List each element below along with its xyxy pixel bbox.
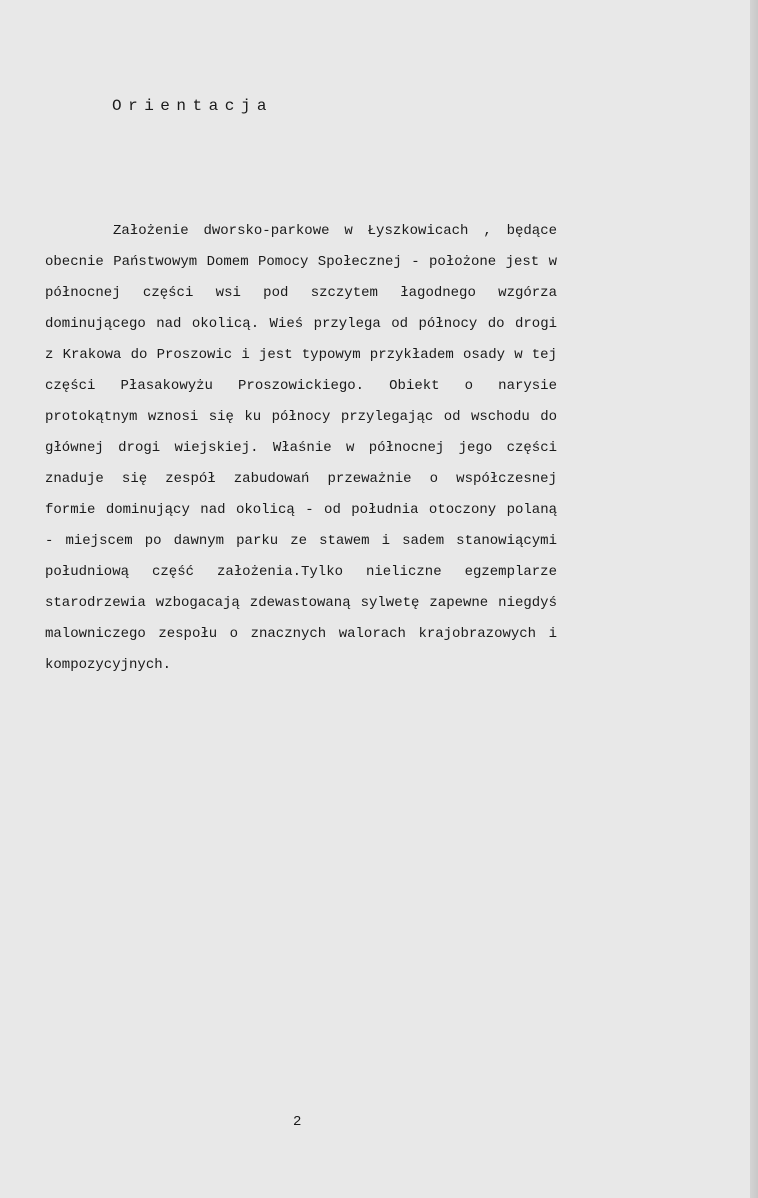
page-number: 2 — [293, 1114, 302, 1130]
paragraph-line: - miejscem po dawnym parku ze stawem i sadem stanowiącymi — [45, 533, 557, 549]
paragraph-line: obecnie Państwowym Domem Pomocy Społecznej - położone jest w — [45, 254, 557, 270]
paragraph-line: protokątnym wznosi się ku północy przylegając od wschodu do — [45, 409, 557, 425]
paragraph-line: kompozycyjnych. — [45, 657, 172, 673]
paragraph-line: południową część założenia.Tylko nieliczne egzemplarze — [45, 564, 557, 580]
paragraph-line: dominującego nad okolicą. Wieś przylega od północy do drogi — [45, 316, 557, 332]
paragraph-line: znaduje się zespół zabudowań przeważnie o współczesnej — [45, 471, 557, 487]
paragraph-line: formie dominujący nad okolicą - od południa otoczony polaną — [45, 502, 557, 518]
page-edge — [750, 0, 758, 1198]
paragraph-line: głównej drogi wiejskiej. Właśnie w północnej jego części — [45, 440, 557, 456]
body-paragraph — [45, 216, 557, 681]
paragraph-line: północnej części wsi pod szczytem łagodnego wzgórza — [45, 285, 557, 301]
paragraph-line: części Płasakowyżu Proszowickiego. Obiekt o narysie — [45, 378, 557, 394]
section-heading: Orientacja — [112, 97, 274, 115]
paragraph-line: Założenie dworsko-parkowe w Łyszkowicach , będące — [113, 223, 557, 239]
paragraph-line: z Krakowa do Proszowic i jest typowym przykładem osady w tej — [45, 347, 557, 363]
paragraph-line: malowniczego zespołu o znacznych walorach krajobrazowych i — [45, 626, 557, 642]
paragraph-line: starodrzewia wzbogacają zdewastowaną sylwetę zapewne niegdyś — [45, 595, 557, 611]
